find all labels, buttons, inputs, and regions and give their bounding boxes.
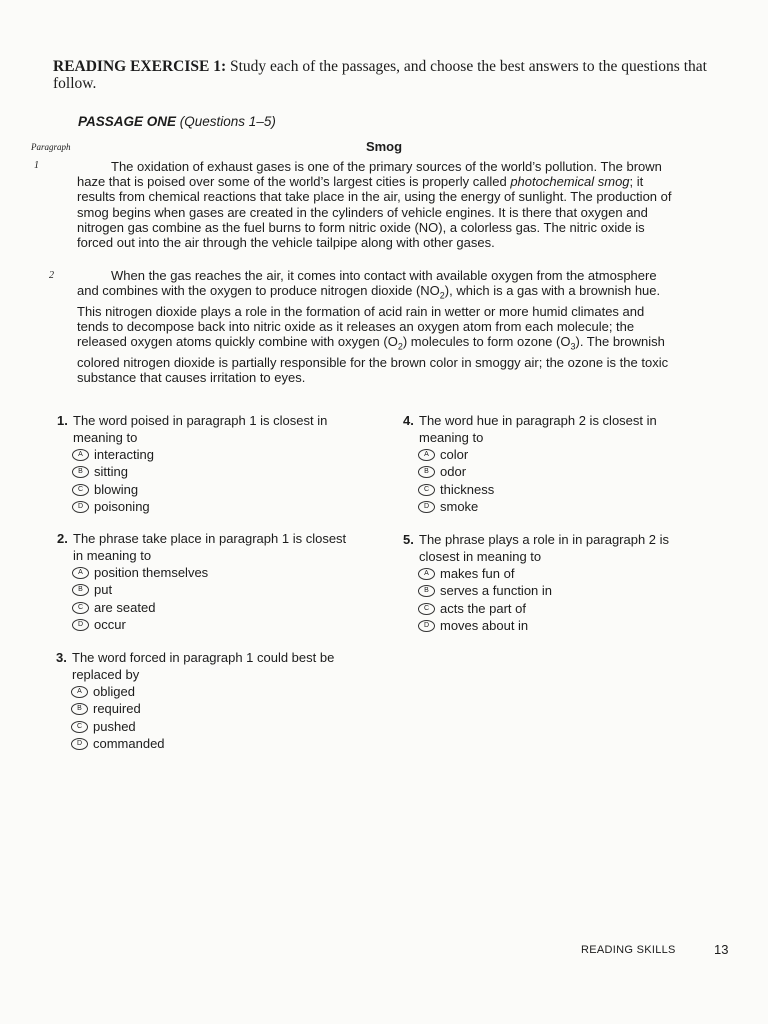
paragraph-2: When the gas reaches the air, it comes into contact with available oxygen from the atmosphere and combines with the oxygen to produce nitrogen dioxide $(NO_2)$, which is a gas with a brownish hue. This nitrogen dioxide plays a role in the formation of acid rain in wetter or more humid climates and tends to decompose back into nitric oxide as it releases an oxygen atom from each molecule; the released oxygen atoms quickly combine with oxygen $(O_2)$ molecules to form ozone $(O_3)$. The brownish colored nitrogen dioxide is partially responsible for the brown color in smoggy air; the ozone is the toxic substance that causes irritation to eyes. (77, 268, 669, 386)
option-3b[interactable]: B required (71, 700, 346, 717)
option-2d[interactable]: D occur (72, 616, 347, 633)
exercise-label: READING EXERCISE 1: (53, 58, 227, 75)
option-4d[interactable]: D smoke (418, 498, 693, 515)
question-3: 3. The word forced in paragraph 1 could best be replaced by A obliged B required C pushed D commanded (56, 650, 346, 753)
answer-bubble-icon[interactable]: C (71, 721, 88, 733)
option-4c[interactable]: C thickness (418, 481, 693, 498)
answer-bubble-icon[interactable]: C (418, 484, 435, 496)
exercise-instructions: Study each of the passages, and choose the best answers to the questions that follow. (53, 58, 707, 92)
question-2: 2. The phrase take place in paragraph 1 is closest in meaning to A position themselves B put C are seated D occur (57, 531, 347, 633)
passage-name: PASSAGE ONE (78, 114, 177, 129)
paragraph-1: The oxidation of exhaust gases is one of the primary sources of the world’s pollution. The brown haze that is poised over some of the world’s largest cities is properly called photochemical smog; it results from chemical reactions that take place in the air, using the energy of sunlight. The production of smog begins when gases are created in the cylinders of vehicle engines. It is there that oxygen and nitrogen gas combine as the fuel burns to form nitric oxide (NO), a colorless gas. The nitric oxide is forced out into the air through the vehicle tailpipe along with other gases. (77, 159, 672, 251)
page-number: 13 (714, 942, 729, 957)
paragraph-number-2: 2 (49, 270, 54, 281)
answer-bubble-icon[interactable]: B (418, 585, 435, 597)
option-1a[interactable]: A interacting (72, 446, 347, 463)
option-1c[interactable]: C blowing (72, 481, 347, 498)
option-4a[interactable]: A color (418, 446, 693, 463)
option-3d[interactable]: D commanded (71, 735, 346, 752)
paragraph-column-label: Paragraph (31, 142, 71, 152)
option-3c[interactable]: C pushed (71, 718, 346, 735)
passage-question-range: (Questions 1–5) (176, 114, 276, 129)
option-4b[interactable]: B odor (418, 463, 693, 480)
answer-bubble-icon[interactable]: A (71, 686, 88, 698)
option-2b[interactable]: B put (72, 581, 347, 598)
option-5d[interactable]: D moves about in (418, 617, 708, 634)
answer-bubble-icon[interactable]: D (418, 620, 435, 632)
passage-heading: Smog (365, 139, 403, 154)
option-1d[interactable]: D poisoning (72, 498, 347, 515)
exercise-heading (53, 58, 733, 92)
answer-bubble-icon[interactable]: D (72, 501, 89, 513)
answer-bubble-icon[interactable]: B (72, 466, 89, 478)
option-5b[interactable]: B serves a function in (418, 582, 708, 599)
answer-bubble-icon[interactable]: D (71, 738, 88, 750)
answer-bubble-icon[interactable]: B (72, 584, 89, 596)
question-5: 5. The phrase plays a role in in paragraph 2 is closest in meaning to A makes fun of B serves a function in C acts the part of D moves about in (403, 532, 708, 635)
answer-bubble-icon[interactable]: A (418, 449, 435, 461)
option-5c[interactable]: C acts the part of (418, 600, 708, 617)
answer-bubble-icon[interactable]: D (418, 501, 435, 513)
option-5a[interactable]: A makes fun of (418, 565, 708, 582)
answer-bubble-icon[interactable]: B (71, 703, 88, 715)
answer-bubble-icon[interactable]: C (418, 603, 435, 615)
option-1b[interactable]: B sitting (72, 463, 347, 480)
answer-bubble-icon[interactable]: D (72, 619, 89, 631)
option-2c[interactable]: C are seated (72, 599, 347, 616)
passage-title (78, 114, 276, 129)
question-1: 1. The word poised in paragraph 1 is closest in meaning to A interacting B sitting C blowing D poisoning (57, 413, 347, 516)
answer-bubble-icon[interactable]: A (72, 567, 89, 579)
answer-bubble-icon[interactable]: C (72, 602, 89, 614)
answer-bubble-icon[interactable]: C (72, 484, 89, 496)
paragraph-number-1: 1 (34, 160, 39, 171)
option-2a[interactable]: A position themselves (72, 564, 347, 581)
answer-bubble-icon[interactable]: B (418, 466, 435, 478)
answer-bubble-icon[interactable]: A (72, 449, 89, 461)
question-4: 4. The word hue in paragraph 2 is closest in meaning to A color B odor C thickness D smoke (403, 413, 693, 516)
footer-section-label: READING SKILLS (581, 944, 676, 956)
answer-bubble-icon[interactable]: A (418, 568, 435, 580)
option-3a[interactable]: A obliged (71, 683, 346, 700)
